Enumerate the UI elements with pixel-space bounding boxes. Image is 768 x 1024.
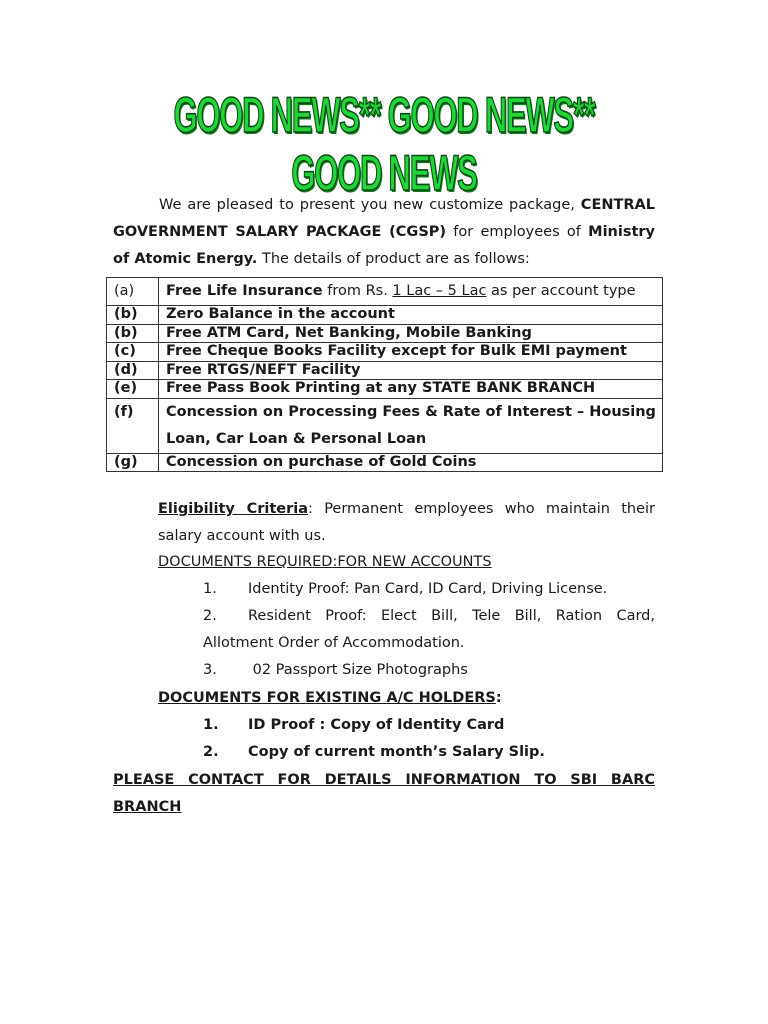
intro-text-2: for employees of xyxy=(446,224,589,240)
from-text: from Rs. xyxy=(322,283,393,299)
item-text: Identity Proof: Pan Card, ID Card, Driving License. xyxy=(248,581,608,597)
docs-existing-heading-row xyxy=(158,685,502,712)
life-insurance-text: Free Life Insurance xyxy=(166,283,323,299)
docs-new-heading: DOCUMENTS REQUIRED:FOR NEW ACCOUNTS xyxy=(158,554,492,570)
eligibility-text: : Permanent employees who maintain their salary account with us. xyxy=(158,501,655,544)
item-number: 2. xyxy=(203,744,219,760)
features-table xyxy=(106,277,663,472)
item-number: 1. xyxy=(203,717,219,733)
item-text: ID Proof : Copy of Identity Card xyxy=(248,717,505,733)
page-title-banner: GOOD NEWS** GOOD NEWS** GOOD NEWS xyxy=(173,87,595,201)
list-item xyxy=(203,576,607,603)
row-label: (e) xyxy=(107,380,159,399)
intro-text-3: The details of product are as follows: xyxy=(257,251,530,267)
row-label: (b) xyxy=(107,324,159,343)
list-item xyxy=(203,712,504,739)
package-name: CENTRAL GOVERNMENT SALARY PACKAGE (CGSP) xyxy=(113,197,655,240)
eligibility-paragraph xyxy=(158,496,655,550)
table-row xyxy=(107,380,663,399)
row-label: (g) xyxy=(107,453,159,472)
item-text: Resident Proof: Elect Bill, Tele Bill, Ration Card, Allotment Order of Accommodation. xyxy=(203,608,655,651)
row-text: Concession on purchase of Gold Coins xyxy=(159,453,663,472)
docs-existing-heading: DOCUMENTS FOR EXISTING A/C HOLDERS xyxy=(158,690,496,706)
account-type-text: as per account type xyxy=(486,283,636,299)
contact-notice: PLEASE CONTACT FOR DETAILS INFORMATION TO SBI BARC BRANCH xyxy=(113,772,655,815)
eligibility-heading: Eligibility Criteria xyxy=(158,501,309,517)
intro-text-1: We are pleased to present you new customize package, xyxy=(159,197,581,213)
row-label: (b) xyxy=(107,306,159,325)
list-item xyxy=(203,603,655,657)
item-number: 1. xyxy=(203,581,217,597)
row-text: Free RTGS/NEFT Facility xyxy=(159,361,663,380)
ministry-name: Ministry of Atomic Energy. xyxy=(113,224,655,267)
table-row xyxy=(107,343,663,362)
table-row xyxy=(107,306,663,325)
item-text: 02 Passport Size Photographs xyxy=(248,662,468,678)
heading-colon: : xyxy=(495,690,502,706)
table-row xyxy=(107,324,663,343)
intro-paragraph xyxy=(113,192,655,273)
table-row xyxy=(107,398,663,453)
row-label: (a) xyxy=(107,278,159,306)
row-text: Concession on Processing Fees & Rate of Interest – Housing Loan, Car Loan & Personal Loan xyxy=(159,398,663,453)
item-text: Copy of current month’s Salary Slip. xyxy=(248,744,545,760)
row-text: Free ATM Card, Net Banking, Mobile Banking xyxy=(159,324,663,343)
list-item xyxy=(203,657,468,684)
item-number: 3. xyxy=(203,662,217,678)
item-number: 2. xyxy=(203,608,217,624)
row-label: (d) xyxy=(107,361,159,380)
table-row xyxy=(107,453,663,472)
row-text xyxy=(159,278,663,306)
row-label: (f) xyxy=(107,398,159,453)
row-text: Free Cheque Books Facility except for Bulk EMI payment xyxy=(159,343,663,362)
table-row xyxy=(107,278,663,306)
row-label: (c) xyxy=(107,343,159,362)
list-item xyxy=(203,739,545,766)
row-text: Zero Balance in the account xyxy=(159,306,663,325)
insurance-amount: 1 Lac – 5 Lac xyxy=(392,283,487,299)
row-text: Free Pass Book Printing at any STATE BANK BRANCH xyxy=(159,380,663,399)
table-row xyxy=(107,361,663,380)
